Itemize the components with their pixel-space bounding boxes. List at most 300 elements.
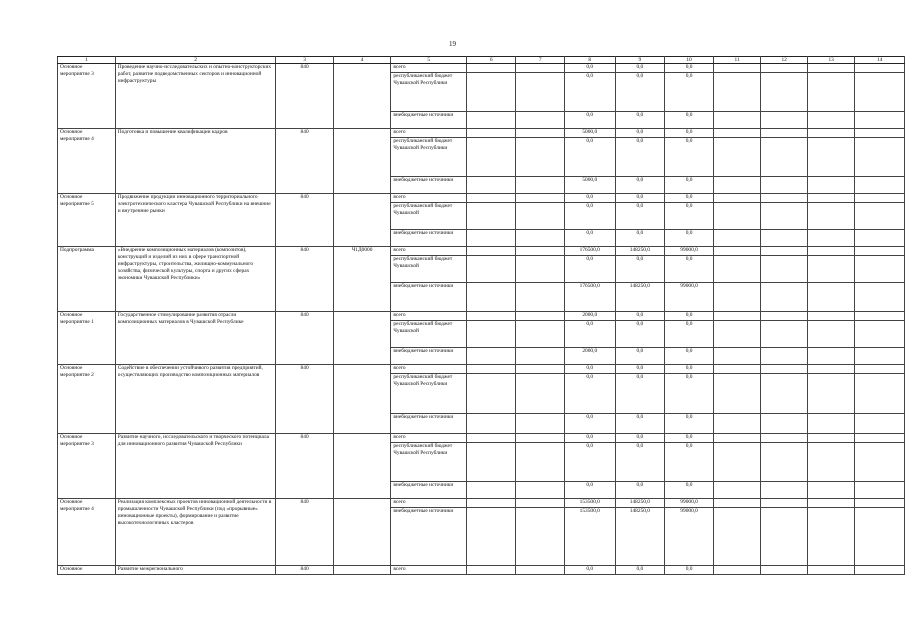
empty-cell (807, 312, 855, 321)
funding-source-cell: всего (391, 64, 467, 73)
value-col-10: 0,0 (665, 374, 714, 414)
responsible-code-cell: 840 (276, 247, 333, 312)
empty-cell (713, 434, 761, 443)
empty-cell (855, 348, 905, 365)
empty-cell (516, 365, 564, 374)
empty-cell (466, 129, 515, 138)
funding-source-cell: республиканский бюджет Чувашской (391, 321, 467, 348)
funding-source-cell: республиканский бюджет Чувашской (391, 203, 467, 230)
empty-cell (466, 203, 515, 230)
empty-cell (713, 112, 761, 129)
empty-cell (516, 129, 564, 138)
empty-cell (807, 566, 855, 575)
funding-source-cell: всего (391, 365, 467, 374)
value-col-9: 0,0 (615, 434, 665, 443)
table-header (58, 57, 905, 64)
empty-cell (855, 230, 905, 247)
empty-cell (807, 230, 855, 247)
empty-cell (761, 138, 808, 177)
empty-cell (761, 434, 808, 443)
empty-cell (807, 73, 855, 112)
funding-source-cell: внебюджетные источники (391, 230, 467, 247)
empty-cell (855, 374, 905, 414)
value-col-8: 0,0 (564, 414, 615, 434)
value-col-8: 2000,0 (564, 312, 615, 321)
funding-source-cell: всего (391, 434, 467, 443)
empty-cell (713, 312, 761, 321)
column-header-7: 7 (516, 57, 564, 64)
item-name-cell: Развитие межрегионального (115, 566, 276, 575)
column-header-10: 10 (665, 57, 714, 64)
responsible-code-cell: 840 (276, 499, 333, 566)
item-type-cell: Основное мероприятие 5 (58, 194, 116, 247)
value-col-8: 153500,0 (564, 499, 615, 508)
item-type-cell: Основное мероприятие 4 (58, 499, 116, 566)
empty-cell (855, 256, 905, 283)
funding-source-cell: всего (391, 566, 467, 575)
value-col-10: 0,0 (665, 443, 714, 482)
empty-cell (466, 365, 515, 374)
empty-cell (761, 414, 808, 434)
empty-cell (855, 138, 905, 177)
value-col-9: 0,0 (615, 256, 665, 283)
empty-cell (807, 256, 855, 283)
empty-cell (713, 138, 761, 177)
header-row (58, 57, 905, 64)
empty-cell (807, 138, 855, 177)
value-col-9: 148250,0 (615, 283, 665, 312)
value-col-8: 0,0 (564, 321, 615, 348)
funding-source-cell: всего (391, 312, 467, 321)
empty-cell (761, 256, 808, 283)
value-col-9: 0,0 (615, 203, 665, 230)
table-row (58, 129, 905, 138)
column-header-6: 6 (466, 57, 515, 64)
funding-source-cell: внебюджетные источники (391, 508, 467, 566)
column-header-5: 5 (391, 57, 467, 64)
empty-cell (466, 247, 515, 256)
empty-cell (855, 443, 905, 482)
value-col-8: 176500,0 (564, 247, 615, 256)
empty-cell (516, 230, 564, 247)
value-col-9: 0,0 (615, 566, 665, 575)
item-type-cell: Основное мероприятие 4 (58, 129, 116, 194)
value-col-9: 0,0 (615, 482, 665, 499)
empty-cell (516, 321, 564, 348)
empty-cell (855, 129, 905, 138)
value-col-9: 0,0 (615, 129, 665, 138)
empty-cell (466, 194, 515, 203)
empty-cell (761, 230, 808, 247)
value-col-9: 0,0 (615, 64, 665, 73)
empty-cell (855, 112, 905, 129)
empty-cell (855, 365, 905, 374)
value-col-10: 0,0 (665, 129, 714, 138)
program-code-cell (333, 129, 391, 194)
funding-source-cell: всего (391, 499, 467, 508)
table-row (58, 499, 905, 508)
value-col-9: 0,0 (615, 112, 665, 129)
empty-cell (516, 194, 564, 203)
value-col-10: 0,0 (665, 256, 714, 283)
table-row (58, 434, 905, 443)
empty-cell (516, 138, 564, 177)
value-col-8: 0,0 (564, 203, 615, 230)
value-col-9: 0,0 (615, 138, 665, 177)
empty-cell (761, 443, 808, 482)
empty-cell (466, 138, 515, 177)
empty-cell (855, 283, 905, 312)
value-col-9: 0,0 (615, 443, 665, 482)
empty-cell (466, 256, 515, 283)
responsible-code-cell: 840 (276, 566, 333, 575)
empty-cell (466, 482, 515, 499)
column-header-9: 9 (615, 57, 665, 64)
empty-cell (466, 374, 515, 414)
empty-cell (466, 566, 515, 575)
value-col-10: 0,0 (665, 348, 714, 365)
table-row (58, 566, 905, 575)
empty-cell (713, 374, 761, 414)
value-col-9: 0,0 (615, 177, 665, 194)
empty-cell (516, 283, 564, 312)
empty-cell (516, 482, 564, 499)
empty-cell (466, 283, 515, 312)
value-col-9: 0,0 (615, 321, 665, 348)
funding-source-cell: всего (391, 247, 467, 256)
responsible-code-cell: 840 (276, 129, 333, 194)
column-header-4: 4 (333, 57, 391, 64)
empty-cell (807, 64, 855, 73)
value-col-10: 0,0 (665, 365, 714, 374)
empty-cell (713, 443, 761, 482)
empty-cell (466, 321, 515, 348)
empty-cell (713, 177, 761, 194)
empty-cell (713, 129, 761, 138)
column-header-3: 3 (276, 57, 333, 64)
value-col-8: 0,0 (564, 482, 615, 499)
empty-cell (855, 73, 905, 112)
empty-cell (713, 348, 761, 365)
empty-cell (516, 499, 564, 508)
item-type-cell: Основное мероприятие 2 (58, 365, 116, 434)
value-col-10: 0,0 (665, 312, 714, 321)
empty-cell (807, 321, 855, 348)
value-col-9: 0,0 (615, 73, 665, 112)
empty-cell (761, 321, 808, 348)
value-col-8: 0,0 (564, 64, 615, 73)
empty-cell (761, 312, 808, 321)
value-col-8: 0,0 (564, 256, 615, 283)
item-name-cell: Государственное стимулирование развития отрасли композиционных материалов в Чувашской Республике (115, 312, 276, 365)
empty-cell (807, 499, 855, 508)
column-header-12: 12 (761, 57, 808, 64)
value-col-8: 0,0 (564, 365, 615, 374)
item-type-cell: Основное (58, 566, 116, 575)
table-row (58, 312, 905, 321)
empty-cell (516, 64, 564, 73)
value-col-10: 0,0 (665, 138, 714, 177)
empty-cell (713, 247, 761, 256)
empty-cell (807, 203, 855, 230)
funding-source-cell: республиканский бюджет Чувашской Республики (391, 443, 467, 482)
empty-cell (516, 348, 564, 365)
empty-cell (855, 321, 905, 348)
empty-cell (761, 365, 808, 374)
empty-cell (761, 247, 808, 256)
empty-cell (807, 283, 855, 312)
value-col-9: 148250,0 (615, 499, 665, 508)
empty-cell (761, 129, 808, 138)
empty-cell (466, 348, 515, 365)
funding-source-cell: внебюджетные источники (391, 112, 467, 129)
empty-cell (807, 129, 855, 138)
empty-cell (761, 482, 808, 499)
empty-cell (807, 112, 855, 129)
empty-cell (516, 443, 564, 482)
empty-cell (516, 414, 564, 434)
item-type-cell: Подпрограмма (58, 247, 116, 312)
empty-cell (855, 566, 905, 575)
empty-cell (761, 203, 808, 230)
empty-cell (807, 434, 855, 443)
empty-cell (807, 348, 855, 365)
empty-cell (466, 443, 515, 482)
empty-cell (713, 566, 761, 575)
program-code-cell (333, 566, 391, 575)
item-name-cell: Проведение научно-исследовательских и опытно-конструкторских работ, развитие подведомственных секторов и инновационной инфраструктуры (115, 64, 276, 129)
value-col-10: 0,0 (665, 321, 714, 348)
empty-cell (855, 64, 905, 73)
empty-cell (855, 247, 905, 256)
value-col-8: 0,0 (564, 374, 615, 414)
item-type-cell: Основное мероприятие 3 (58, 64, 116, 129)
item-name-cell: «Внедрение композиционных материалов (композитов), конструкций и изделий из них в сфере транспортной инфраструктуры, строительства, жилищно-коммунального хозяйства, физической культуры, спорта и других сферах экономики Чувашской Республики» (115, 247, 276, 312)
table-row (58, 64, 905, 73)
empty-cell (466, 64, 515, 73)
empty-cell (807, 414, 855, 434)
empty-cell (761, 73, 808, 112)
empty-cell (855, 414, 905, 434)
column-header-14: 14 (855, 57, 905, 64)
empty-cell (855, 499, 905, 508)
empty-cell (761, 374, 808, 414)
table-body (58, 64, 905, 575)
column-header-2: 2 (115, 57, 276, 64)
empty-cell (516, 434, 564, 443)
table-row (58, 194, 905, 203)
empty-cell (713, 73, 761, 112)
empty-cell (807, 374, 855, 414)
value-col-10: 0,0 (665, 194, 714, 203)
funding-source-cell: внебюджетные источники (391, 348, 467, 365)
value-col-10: 0,0 (665, 203, 714, 230)
value-col-10: 99000,0 (665, 283, 714, 312)
empty-cell (713, 256, 761, 283)
item-name-cell: Реализация комплексных проектов инновационной деятельности в промышленности Чувашской Республики (под «прорывные» инновационные проекты), формирование и развитие высокотехнологичных кластеров (115, 499, 276, 566)
empty-cell (466, 434, 515, 443)
column-header-1: 1 (58, 57, 116, 64)
value-col-10: 0,0 (665, 230, 714, 247)
item-name-cell: Подготовка и повышение квалификации кадров (115, 129, 276, 194)
value-col-9: 0,0 (615, 194, 665, 203)
value-col-8: 5000,0 (564, 177, 615, 194)
empty-cell (466, 112, 515, 129)
funding-source-cell: республиканский бюджет Чувашской Республики (391, 73, 467, 112)
value-col-8: 0,0 (564, 194, 615, 203)
empty-cell (807, 194, 855, 203)
column-header-11: 11 (713, 57, 761, 64)
empty-cell (713, 508, 761, 566)
value-col-8: 0,0 (564, 443, 615, 482)
value-col-8: 0,0 (564, 230, 615, 247)
empty-cell (516, 256, 564, 283)
funding-source-cell: всего (391, 194, 467, 203)
empty-cell (516, 203, 564, 230)
value-col-10: 0,0 (665, 566, 714, 575)
value-col-9: 0,0 (615, 348, 665, 365)
program-code-cell (333, 194, 391, 247)
empty-cell (807, 482, 855, 499)
responsible-code-cell: 840 (276, 434, 333, 499)
item-type-cell: Основное мероприятие 1 (58, 312, 116, 365)
empty-cell (516, 73, 564, 112)
funding-source-cell: республиканский бюджет Чувашской Республики (391, 374, 467, 414)
empty-cell (516, 312, 564, 321)
value-col-8: 176500,0 (564, 283, 615, 312)
value-col-10: 0,0 (665, 414, 714, 434)
empty-cell (855, 482, 905, 499)
program-code-cell (333, 64, 391, 129)
empty-cell (761, 283, 808, 312)
value-col-8: 0,0 (564, 434, 615, 443)
value-col-8: 5000,0 (564, 129, 615, 138)
empty-cell (761, 348, 808, 365)
value-col-10: 0,0 (665, 434, 714, 443)
value-col-9: 148250,0 (615, 508, 665, 566)
program-code-cell (333, 365, 391, 434)
funding-source-cell: внебюджетные источники (391, 283, 467, 312)
item-name-cell: Продвижение продукции инновационного территориального электротехнического кластера Чувашской Республики на внешние и внутренние рынки (115, 194, 276, 247)
empty-cell (713, 499, 761, 508)
empty-cell (516, 566, 564, 575)
empty-cell (807, 443, 855, 482)
empty-cell (466, 73, 515, 112)
value-col-10: 99000,0 (665, 508, 714, 566)
empty-cell (713, 230, 761, 247)
empty-cell (713, 283, 761, 312)
empty-cell (761, 64, 808, 73)
funding-source-cell: всего (391, 129, 467, 138)
value-col-10: 0,0 (665, 73, 714, 112)
responsible-code-cell: 840 (276, 64, 333, 129)
value-col-9: 0,0 (615, 414, 665, 434)
table-row (58, 247, 905, 256)
program-code-cell (333, 312, 391, 365)
empty-cell (516, 112, 564, 129)
value-col-8: 2000,0 (564, 348, 615, 365)
empty-cell (855, 177, 905, 194)
budget-table (57, 56, 905, 575)
item-type-cell: Основное мероприятие 3 (58, 434, 116, 499)
funding-source-cell: республиканский бюджет Чувашской (391, 256, 467, 283)
value-col-10: 0,0 (665, 177, 714, 194)
empty-cell (713, 414, 761, 434)
value-col-10: 99000,0 (665, 499, 714, 508)
item-name-cell: Содействие в обеспечении устойчивого развития предприятий, осуществляющих производство композиционных материалов (115, 365, 276, 434)
funding-source-cell: внебюджетные источники (391, 482, 467, 499)
empty-cell (855, 203, 905, 230)
value-col-9: 0,0 (615, 365, 665, 374)
empty-cell (807, 508, 855, 566)
program-code-cell (333, 499, 391, 566)
program-code-cell (333, 434, 391, 499)
empty-cell (466, 414, 515, 434)
empty-cell (466, 230, 515, 247)
empty-cell (855, 194, 905, 203)
empty-cell (466, 508, 515, 566)
empty-cell (466, 177, 515, 194)
empty-cell (466, 499, 515, 508)
empty-cell (807, 365, 855, 374)
responsible-code-cell: 840 (276, 365, 333, 434)
value-col-10: 99000,0 (665, 247, 714, 256)
funding-source-cell: республиканский бюджет Чувашской Республики (391, 138, 467, 177)
empty-cell (855, 434, 905, 443)
table-row (58, 365, 905, 374)
value-col-9: 148250,0 (615, 247, 665, 256)
column-header-13: 13 (807, 57, 855, 64)
value-col-10: 0,0 (665, 112, 714, 129)
funding-source-cell: внебюджетные источники (391, 177, 467, 194)
value-col-9: 0,0 (615, 230, 665, 247)
value-col-10: 0,0 (665, 482, 714, 499)
column-header-8: 8 (564, 57, 615, 64)
empty-cell (516, 374, 564, 414)
value-col-10: 0,0 (665, 64, 714, 73)
empty-cell (761, 566, 808, 575)
funding-source-cell: внебюджетные источники (391, 414, 467, 434)
empty-cell (713, 203, 761, 230)
empty-cell (761, 508, 808, 566)
empty-cell (516, 177, 564, 194)
empty-cell (713, 365, 761, 374)
value-col-9: 0,0 (615, 374, 665, 414)
value-col-8: 153500,0 (564, 508, 615, 566)
empty-cell (466, 312, 515, 321)
empty-cell (761, 499, 808, 508)
responsible-code-cell: 840 (276, 194, 333, 247)
empty-cell (807, 247, 855, 256)
value-col-8: 0,0 (564, 112, 615, 129)
page-number: 19 (449, 40, 456, 48)
value-col-8: 0,0 (564, 73, 615, 112)
responsible-code-cell: 840 (276, 312, 333, 365)
program-code-cell: Ч1Д0000 (333, 247, 391, 312)
empty-cell (761, 112, 808, 129)
empty-cell (713, 194, 761, 203)
value-col-8: 0,0 (564, 138, 615, 177)
item-name-cell: Развитие научного, исследовательского и творческого потенциала для инновационного развития Чувашской Республики (115, 434, 276, 499)
empty-cell (516, 508, 564, 566)
empty-cell (855, 312, 905, 321)
empty-cell (713, 482, 761, 499)
empty-cell (761, 194, 808, 203)
empty-cell (807, 177, 855, 194)
empty-cell (516, 247, 564, 256)
empty-cell (855, 508, 905, 566)
value-col-9: 0,0 (615, 312, 665, 321)
